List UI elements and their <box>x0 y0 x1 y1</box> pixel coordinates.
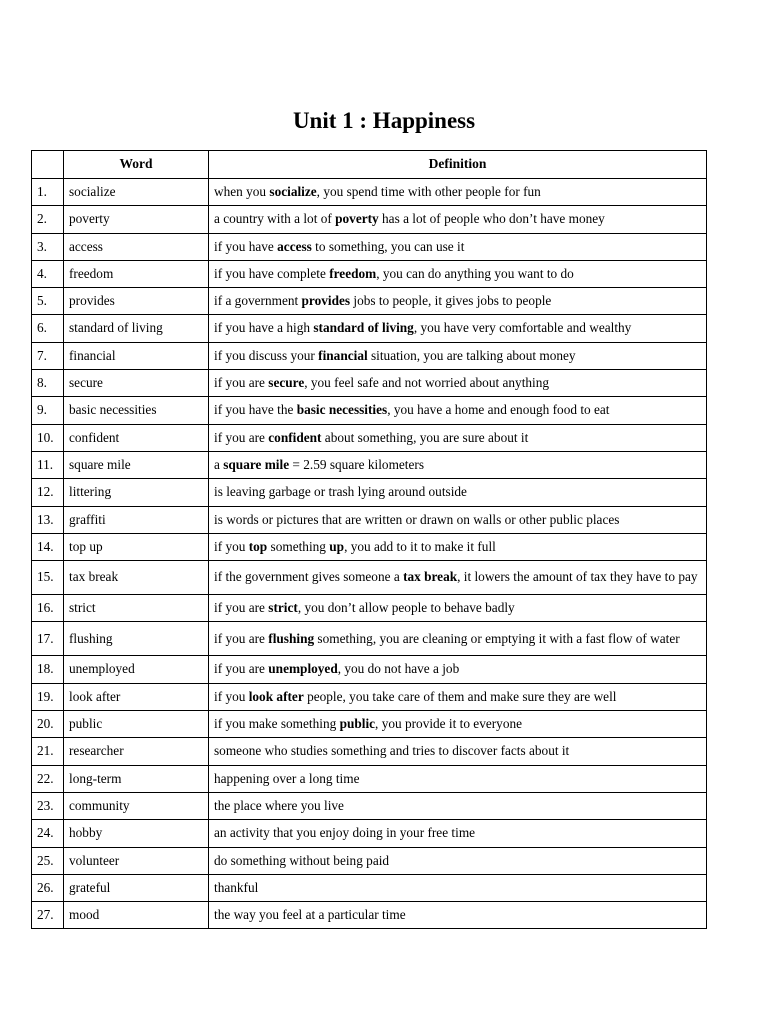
definition-text: happening over a long time <box>214 770 360 786</box>
row-number: 2. <box>32 206 64 233</box>
vocab-definition <box>209 902 707 929</box>
definition-keyword: strict <box>268 600 298 616</box>
table-row <box>32 765 707 792</box>
vocab-word: grateful <box>64 874 209 901</box>
word-column-header: Word <box>64 151 209 179</box>
vocab-definition <box>209 561 707 595</box>
definition-keyword: access <box>277 238 312 254</box>
row-number: 11. <box>32 451 64 478</box>
table-row <box>32 561 707 595</box>
vocab-word: access <box>64 233 209 260</box>
row-number: 23. <box>32 792 64 819</box>
definition-text: , you feel safe and not worried about anything <box>304 375 550 391</box>
vocab-definition <box>209 370 707 397</box>
row-number: 20. <box>32 711 64 738</box>
vocab-word: community <box>64 792 209 819</box>
row-number: 22. <box>32 765 64 792</box>
row-number: 10. <box>32 424 64 451</box>
vocab-word: volunteer <box>64 847 209 874</box>
definition-text: = 2.59 square kilometers <box>289 456 425 472</box>
definition-keyword: unemployed <box>268 661 338 677</box>
definition-keyword: top <box>248 538 268 554</box>
table-row <box>32 506 707 533</box>
vocabulary-rows <box>32 179 707 929</box>
row-number: 7. <box>32 342 64 369</box>
row-number: 25. <box>32 847 64 874</box>
definition-text: when you <box>214 183 270 199</box>
vocab-word: freedom <box>64 260 209 287</box>
vocab-word: tax break <box>64 561 209 595</box>
definition-text: if you are <box>214 661 269 677</box>
vocab-definition <box>209 506 707 533</box>
definition-text: is leaving garbage or trash lying around outside <box>214 484 467 500</box>
vocab-word: mood <box>64 902 209 929</box>
vocab-word: public <box>64 711 209 738</box>
definition-keyword: standard of living <box>313 320 414 336</box>
definition-text: something, you are cleaning or emptying it with a fast flow of water <box>314 630 680 646</box>
definition-keyword: financial <box>318 347 368 363</box>
page-title: Unit 1 : Happiness <box>292 108 476 133</box>
row-number: 1. <box>32 179 64 206</box>
definition-text: if you have a high <box>214 320 314 336</box>
table-row <box>32 315 707 342</box>
vocab-definition <box>209 233 707 260</box>
definition-keyword: freedom <box>329 265 377 281</box>
vocab-word: standard of living <box>64 315 209 342</box>
vocab-definition <box>209 847 707 874</box>
row-number: 5. <box>32 288 64 315</box>
definition-text: , you don’t allow people to behave badly <box>297 600 515 616</box>
definition-text: a country with a lot of <box>214 211 336 227</box>
table-row <box>32 479 707 506</box>
definition-text: is words or pictures that are written or drawn on walls or other public places <box>214 511 620 527</box>
definition-text: , you have very comfortable and wealthy <box>413 320 632 336</box>
definition-keyword: socialize <box>269 183 317 199</box>
row-number: 14. <box>32 533 64 560</box>
definition-text: the place where you live <box>214 797 344 813</box>
row-number: 4. <box>32 260 64 287</box>
definition-text: if you are <box>214 429 269 445</box>
vocab-word: confident <box>64 424 209 451</box>
definition-text: jobs to people, it gives jobs to people <box>350 293 552 309</box>
definition-keyword: up <box>329 538 345 554</box>
definition-keyword: confident <box>268 429 322 445</box>
definition-text: , it lowers the amount of tax they have to pay <box>457 569 698 585</box>
table-header-row <box>32 151 707 179</box>
vocab-word: socialize <box>64 179 209 206</box>
table-row <box>32 874 707 901</box>
table-row <box>32 179 707 206</box>
definition-text: if you make something <box>214 716 340 732</box>
table-row <box>32 424 707 451</box>
table-row <box>32 233 707 260</box>
vocab-word: poverty <box>64 206 209 233</box>
definition-keyword: secure <box>268 375 305 391</box>
row-number: 13. <box>32 506 64 533</box>
table-row <box>32 738 707 765</box>
definition-text: if you have <box>214 238 278 254</box>
table-row <box>32 902 707 929</box>
row-number: 26. <box>32 874 64 901</box>
vocab-definition <box>209 792 707 819</box>
definition-text: if you are <box>214 375 269 391</box>
vocab-definition <box>209 206 707 233</box>
vocab-definition <box>209 424 707 451</box>
vocab-word: secure <box>64 370 209 397</box>
vocab-word: unemployed <box>64 656 209 683</box>
table-row <box>32 656 707 683</box>
table-row <box>32 595 707 622</box>
definition-keyword: basic necessities <box>296 402 388 418</box>
definition-text: an activity that you enjoy doing in your free time <box>214 825 476 841</box>
definition-text: thankful <box>214 879 259 895</box>
definition-text: , you have a home and enough food to eat <box>387 402 610 418</box>
vocab-word: square mile <box>64 451 209 478</box>
table-row <box>32 288 707 315</box>
vocab-definition <box>209 622 707 656</box>
definition-text: if you are <box>214 630 269 646</box>
table-row <box>32 397 707 424</box>
row-number: 21. <box>32 738 64 765</box>
table-row <box>32 342 707 369</box>
definition-keyword: public <box>339 716 376 732</box>
vocab-definition <box>209 397 707 424</box>
definition-text: has a lot of people who don’t have money <box>378 211 605 227</box>
table-row <box>32 370 707 397</box>
vocab-definition <box>209 315 707 342</box>
vocab-word: researcher <box>64 738 209 765</box>
table-row <box>32 820 707 847</box>
row-number: 17. <box>32 622 64 656</box>
row-number: 3. <box>32 233 64 260</box>
number-column-header <box>32 151 64 179</box>
vocab-definition <box>209 738 707 765</box>
definition-text: people, you take care of them and make sure they are well <box>303 688 617 704</box>
definition-keyword: flushing <box>268 630 315 646</box>
vocab-word: look after <box>64 683 209 710</box>
table-row <box>32 533 707 560</box>
definition-text: the way you feel at a particular time <box>214 907 406 923</box>
vocab-definition <box>209 595 707 622</box>
definition-text: if you <box>214 688 249 704</box>
vocab-definition <box>209 179 707 206</box>
table-row <box>32 847 707 874</box>
row-number: 15. <box>32 561 64 595</box>
definition-text: a <box>214 456 224 472</box>
definition-keyword: square mile <box>223 456 290 472</box>
row-number: 8. <box>32 370 64 397</box>
definition-text: if you discuss your <box>214 347 319 363</box>
definition-text: if the government gives someone a <box>214 569 404 585</box>
vocab-definition <box>209 820 707 847</box>
vocab-word: provides <box>64 288 209 315</box>
table-row <box>32 451 707 478</box>
row-number: 6. <box>32 315 64 342</box>
vocab-word: hobby <box>64 820 209 847</box>
table-row <box>32 622 707 656</box>
row-number: 19. <box>32 683 64 710</box>
vocab-definition <box>209 288 707 315</box>
vocab-definition <box>209 683 707 710</box>
definition-keyword: look after <box>248 688 304 704</box>
definition-text: to something, you can use it <box>311 238 465 254</box>
vocab-word: long-term <box>64 765 209 792</box>
vocab-word: flushing <box>64 622 209 656</box>
vocab-definition <box>209 451 707 478</box>
definition-keyword: provides <box>301 293 351 309</box>
definition-text: if you <box>214 538 249 554</box>
table-row <box>32 711 707 738</box>
definition-text: , you provide it to everyone <box>375 716 523 732</box>
table-row <box>32 206 707 233</box>
definition-text: if you are <box>214 600 269 616</box>
definition-text: something <box>267 538 330 554</box>
definition-text: do something without being paid <box>214 852 390 868</box>
table-row <box>32 792 707 819</box>
definition-text: , you do not have a job <box>337 661 460 677</box>
definition-keyword: poverty <box>335 211 379 227</box>
vocab-definition <box>209 342 707 369</box>
definition-text: if a government <box>214 293 302 309</box>
definition-text: situation, you are talking about money <box>367 347 576 363</box>
vocab-word: top up <box>64 533 209 560</box>
definition-keyword: tax break <box>403 569 458 585</box>
definition-text: , you can do anything you want to do <box>376 265 574 281</box>
table-row <box>32 683 707 710</box>
vocab-definition <box>209 533 707 560</box>
definition-text: someone who studies something and tries to discover facts about it <box>214 743 570 759</box>
vocab-definition <box>209 874 707 901</box>
vocab-word: littering <box>64 479 209 506</box>
vocab-definition <box>209 260 707 287</box>
definition-column-header: Definition <box>209 151 707 179</box>
vocab-definition <box>209 765 707 792</box>
row-number: 18. <box>32 656 64 683</box>
definition-text: , you add to it to make it full <box>344 538 496 554</box>
vocab-word: graffiti <box>64 506 209 533</box>
row-number: 16. <box>32 595 64 622</box>
row-number: 12. <box>32 479 64 506</box>
row-number: 9. <box>32 397 64 424</box>
definition-text: about something, you are sure about it <box>321 429 529 445</box>
vocab-word: financial <box>64 342 209 369</box>
table-row <box>32 260 707 287</box>
vocabulary-table <box>31 150 707 929</box>
row-number: 24. <box>32 820 64 847</box>
definition-text: if you have the <box>214 402 297 418</box>
row-number: 27. <box>32 902 64 929</box>
vocab-definition <box>209 479 707 506</box>
vocab-word: basic necessities <box>64 397 209 424</box>
definition-text: , you spend time with other people for fun <box>316 183 541 199</box>
vocab-definition <box>209 711 707 738</box>
vocab-definition <box>209 656 707 683</box>
vocab-word: strict <box>64 595 209 622</box>
definition-text: if you have complete <box>214 265 330 281</box>
